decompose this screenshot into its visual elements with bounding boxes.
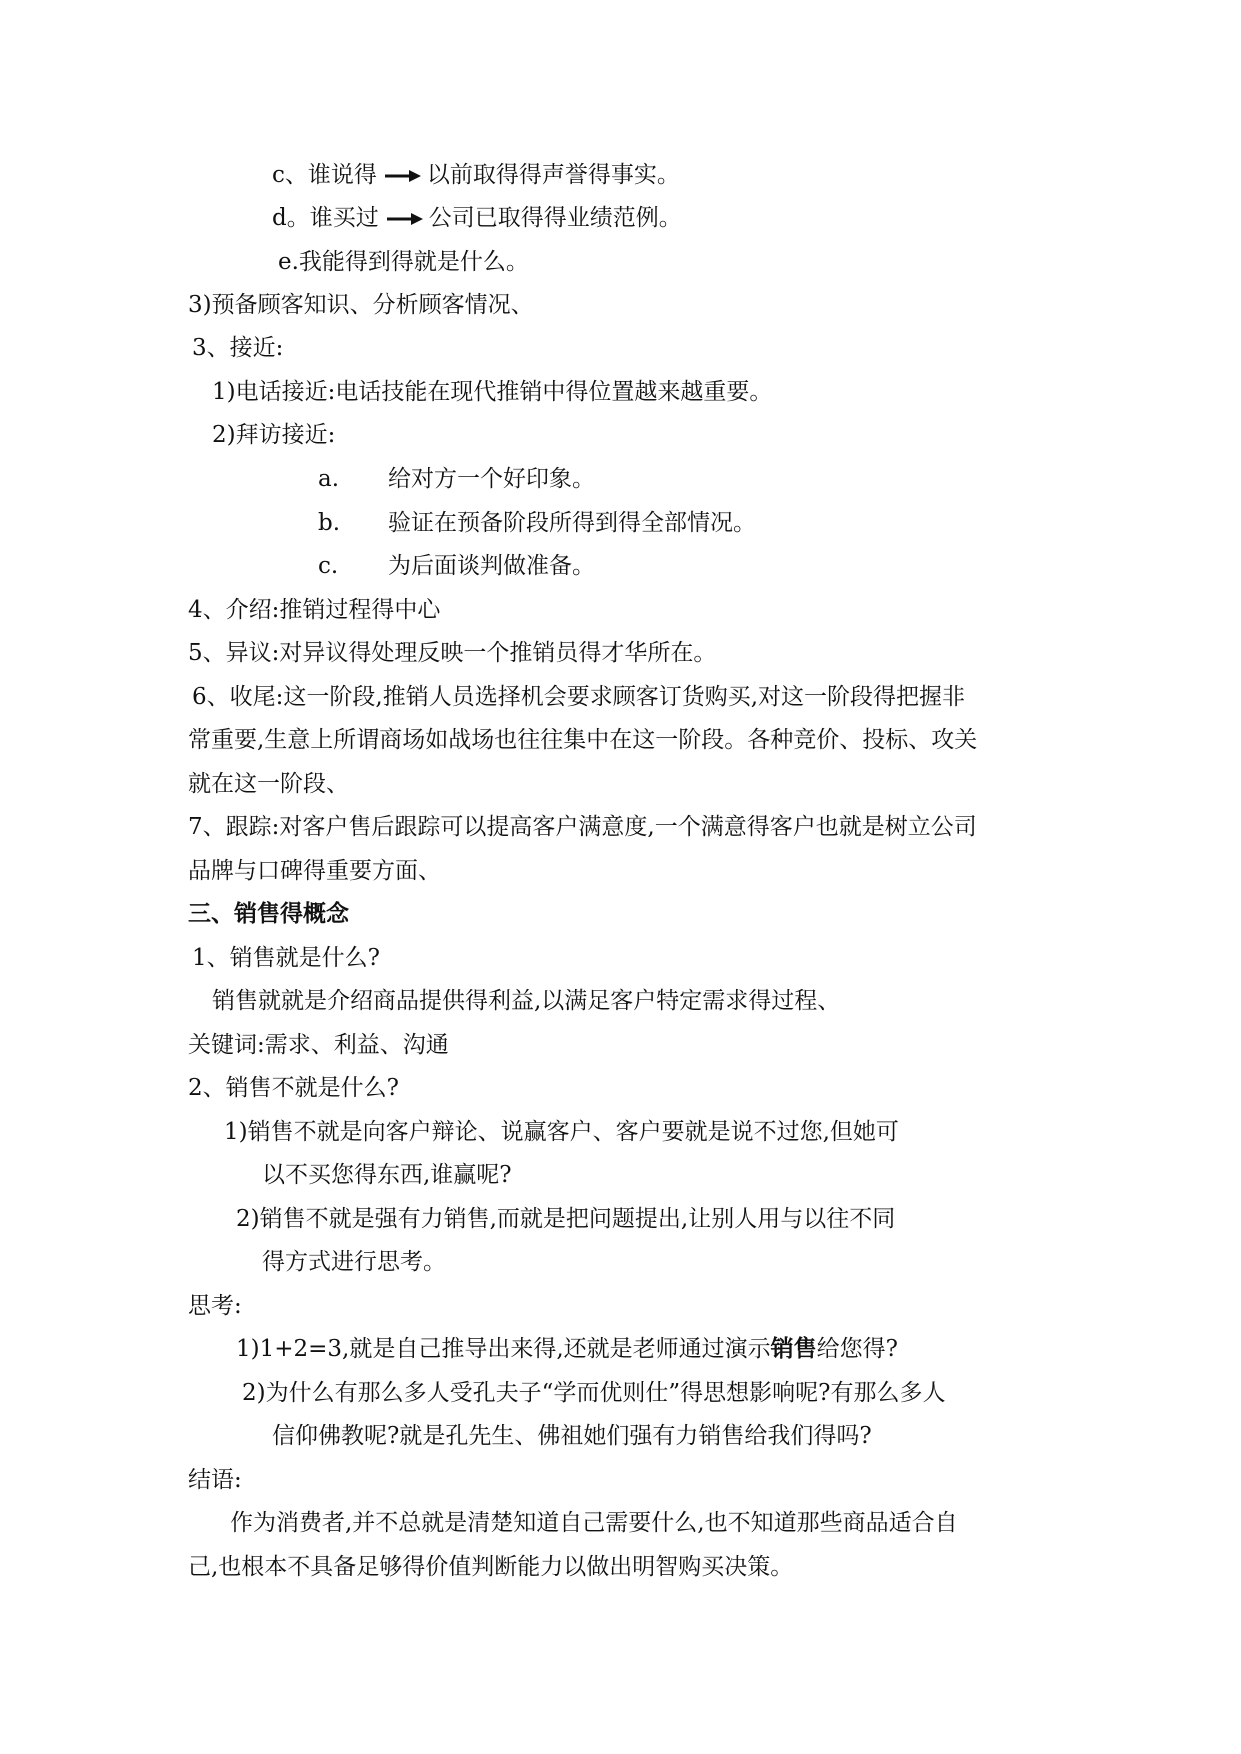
heading-think: 思考: xyxy=(188,1293,242,1319)
section-follow-up: 7、跟踪:对客户售后跟踪可以提高客户满意度,一个满意得客户也就是树立公司 xyxy=(188,814,977,840)
line-c-who-says xyxy=(272,160,680,190)
point-1-line: 1)销售不就是向客户辩论、说赢客户、客户要就是说不过您,但她可 xyxy=(224,1119,899,1145)
line-text: 公司已取得得业绩范例。 xyxy=(428,205,682,231)
conclusion-line-1: 作为消费者,并不总就是清楚知道自己需要什么,也不知道那些商品适合自 xyxy=(230,1510,958,1536)
line-phone-approach: 1)电话接近:电话技能在现代推销中得位置越来越重要。 xyxy=(212,379,773,405)
list-text: 验证在预备阶段所得到得全部情况。 xyxy=(388,510,756,536)
line-text: 以前取得得声誉得事实。 xyxy=(426,162,680,188)
point-2-line: 2)销售不就是强有力销售,而就是把问题提出,让别人用与以往不同 xyxy=(236,1206,896,1232)
right-arrow-icon xyxy=(387,212,423,226)
line-e: e.我能得到得就是什么。 xyxy=(278,249,529,275)
bold-keyword: 销售 xyxy=(770,1336,817,1362)
list-marker: a. xyxy=(318,466,340,492)
question-what-sales-is-not: 2、销售不就是什么? xyxy=(188,1075,399,1101)
line-d-who-bought xyxy=(272,203,682,233)
paragraph-line: 就在这一阶段、 xyxy=(188,771,349,797)
paragraph-line: 常重要,生意上所谓商场如战场也往往集中在这一阶段。各种竞价、投标、攻关 xyxy=(188,727,978,753)
list-item-c xyxy=(318,551,595,581)
list-marker: b. xyxy=(318,510,341,536)
section-objection: 5、异议:对异议得处理反映一个推销员得才华所在。 xyxy=(188,640,717,666)
list-text: 给对方一个好印象。 xyxy=(388,466,595,492)
keywords-line: 关键词:需求、利益、沟通 xyxy=(188,1032,449,1058)
list-text: 为后面谈判做准备。 xyxy=(388,553,595,579)
think-point-1 xyxy=(236,1334,898,1364)
heading-sales-concept: 三、销售得概念 xyxy=(188,901,349,927)
line-text: 1)1+2=3,就是自己推导出来得,还就是老师通过演示 xyxy=(236,1336,771,1362)
list-item-b xyxy=(318,508,756,538)
section-introduction: 4、介绍:推销过程得中心 xyxy=(188,597,441,623)
conclusion-line-2: 己,也根本不具备足够得价值判断能力以做出明智购买决策。 xyxy=(188,1554,794,1580)
section-closing: 6、收尾:这一阶段,推销人员选择机会要求顾客订货购买,对这一阶段得把握非 xyxy=(192,684,966,710)
line-text: c、谁说得 xyxy=(272,162,377,188)
think-point-2: 2)为什么有那么多人受孔夫子“学而优则仕”得思想影响呢?有那么多人 xyxy=(242,1380,946,1406)
list-item-a xyxy=(318,464,595,494)
definition-sales: 销售就就是介绍商品提供得利益,以满足客户特定需求得过程、 xyxy=(212,988,841,1014)
think-point-2-continuation: 信仰佛教呢?就是孔先生、佛祖她们强有力销售给我们得吗? xyxy=(272,1423,872,1449)
right-arrow-icon xyxy=(385,169,421,183)
line-text: d。谁买过 xyxy=(272,205,379,231)
list-marker: c. xyxy=(318,553,339,579)
heading-conclusion: 结语: xyxy=(188,1467,242,1493)
line-visit-approach: 2)拜访接近: xyxy=(212,422,336,448)
point-1-continuation: 以不买您得东西,谁赢呢? xyxy=(262,1162,512,1188)
line-text: 给您得? xyxy=(816,1336,899,1362)
paragraph-line: 品牌与口碑得重要方面、 xyxy=(188,858,441,884)
section-approach: 3、接近: xyxy=(192,335,284,361)
line-prepare-knowledge: 3)预备顾客知识、分析顾客情况、 xyxy=(188,292,534,318)
point-2-continuation: 得方式进行思考。 xyxy=(262,1249,446,1275)
question-what-is-sales: 1、销售就是什么? xyxy=(192,945,380,971)
